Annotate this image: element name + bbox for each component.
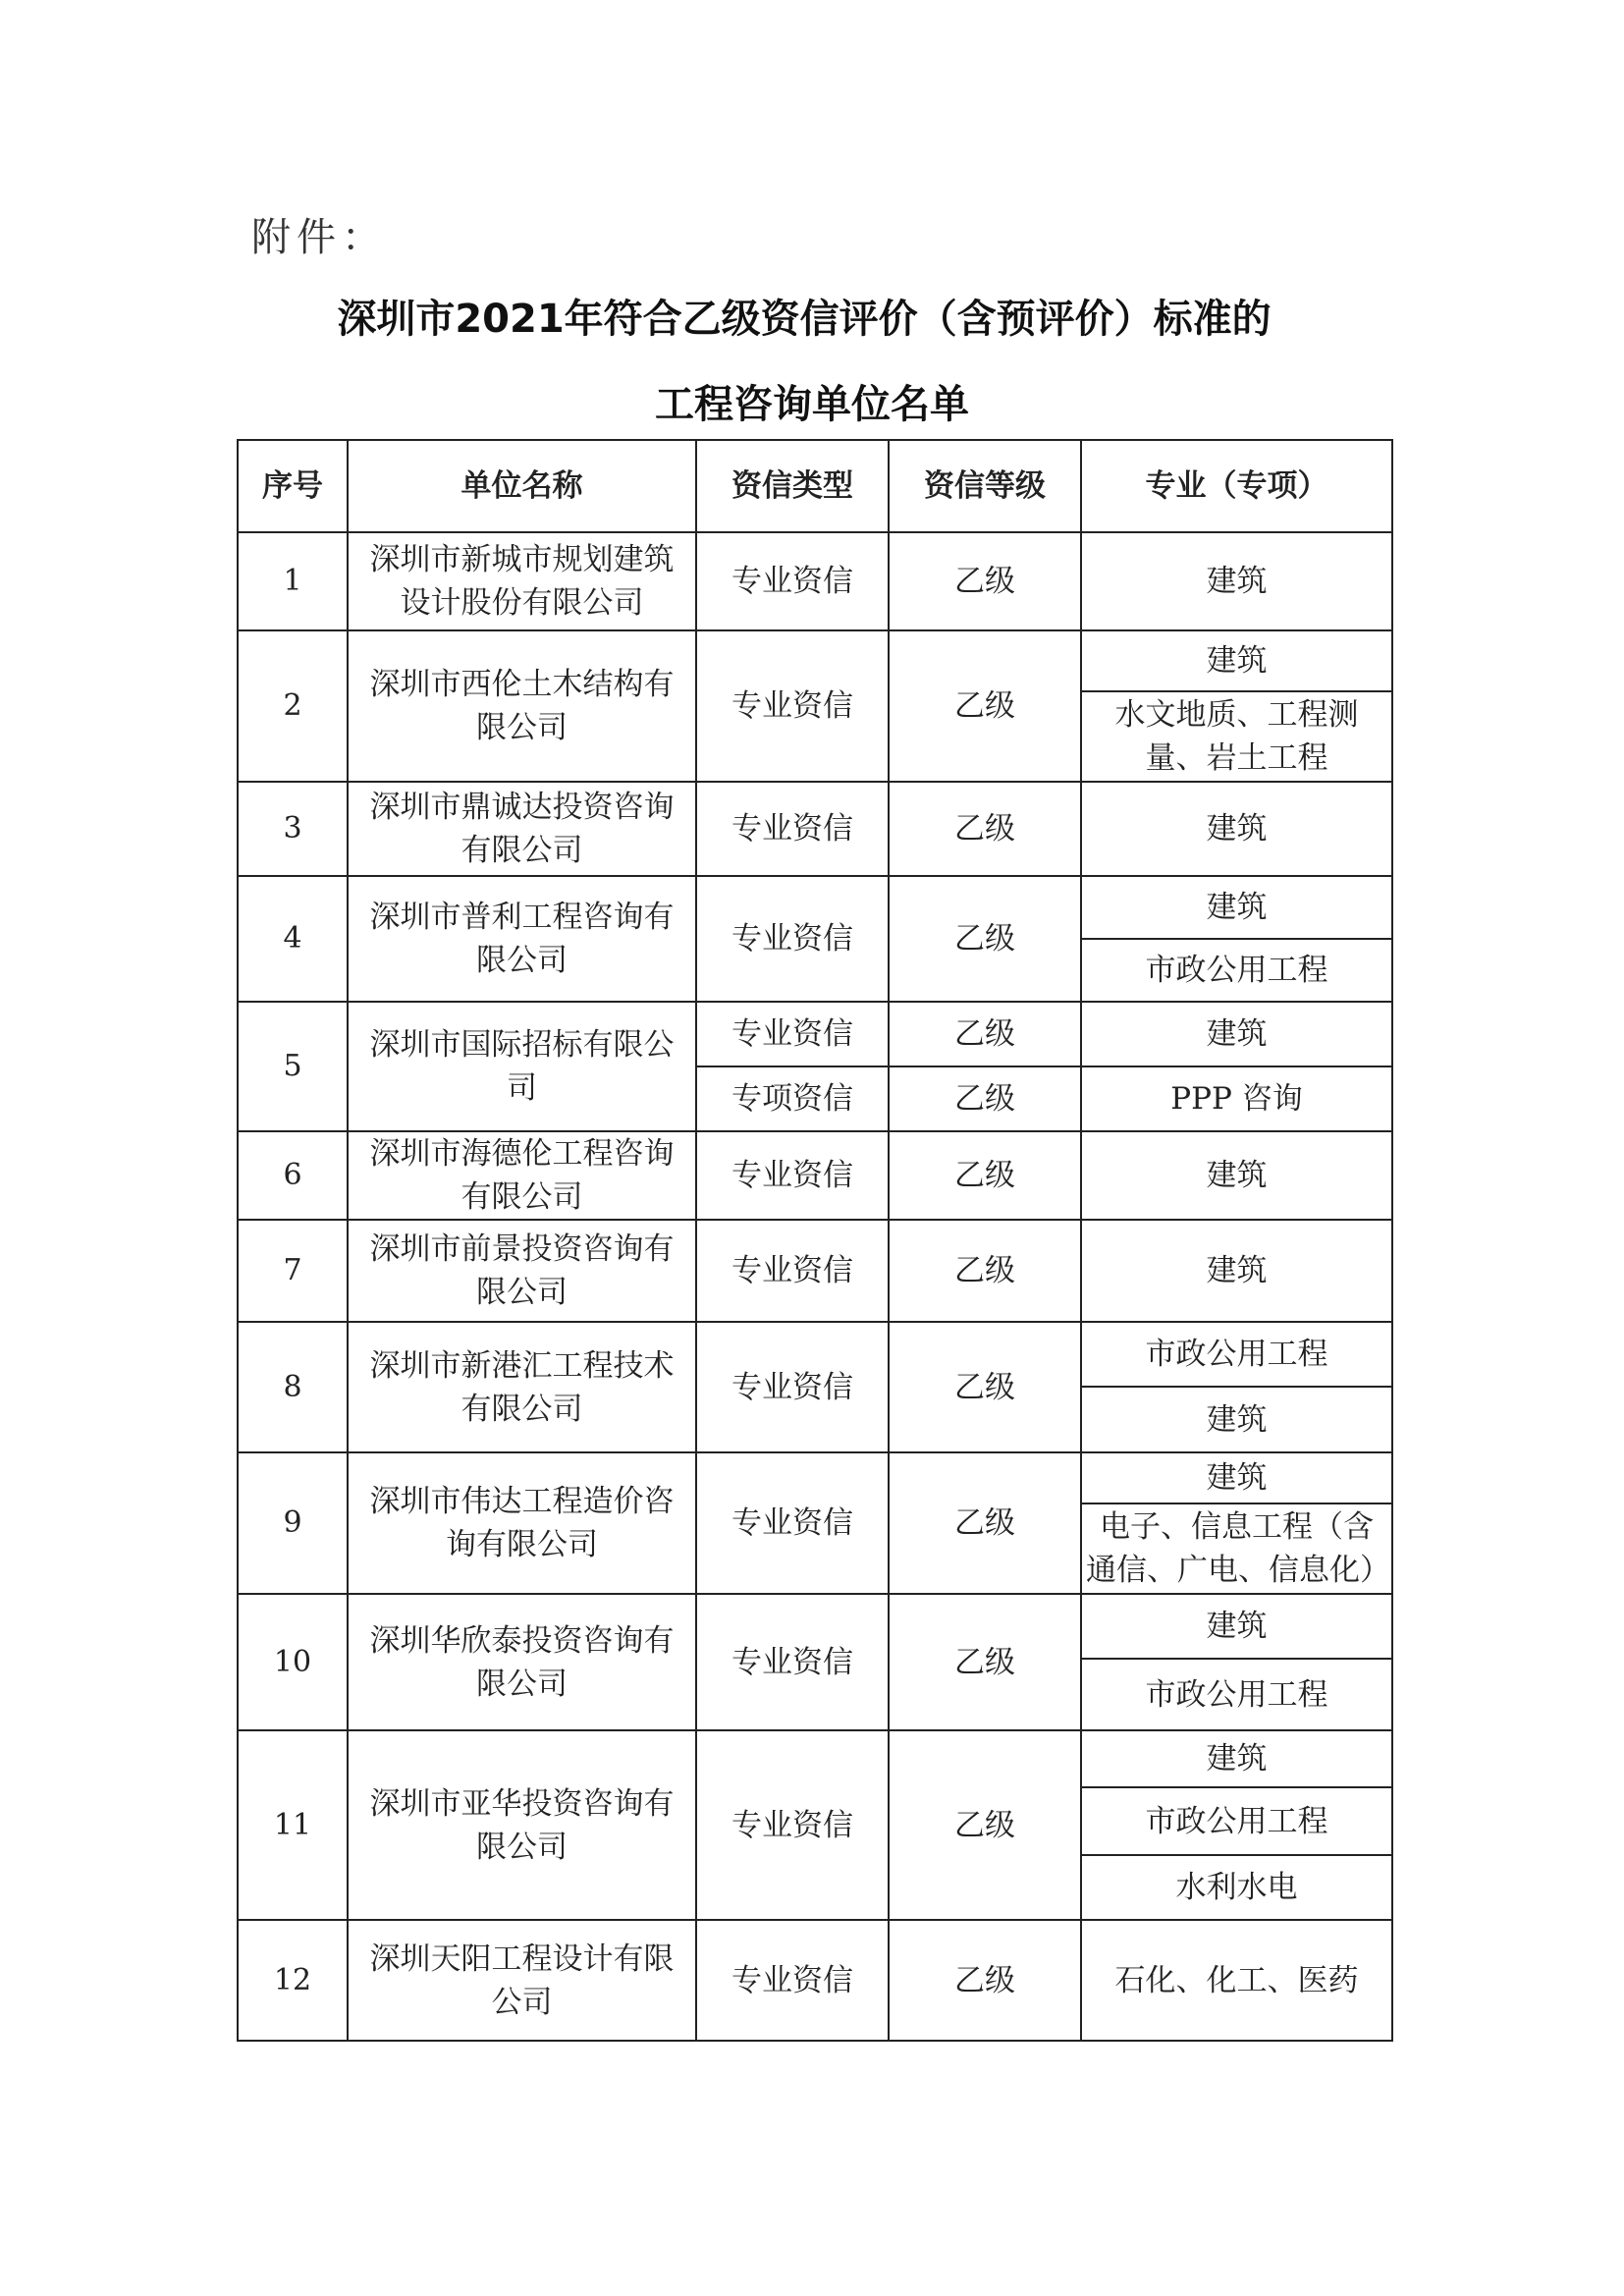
unit-name: 深圳天阳工程设计有限公司 (348, 1920, 696, 2041)
specialty: 建筑 (1081, 1452, 1392, 1503)
unit-name: 深圳市新港汇工程技术有限公司 (348, 1322, 696, 1452)
row-no: 10 (238, 1594, 348, 1730)
table-row (238, 1322, 1392, 1387)
table-row (238, 1220, 1392, 1322)
credit-type: 专业资信 (696, 1131, 889, 1220)
header-no: 序号 (238, 440, 348, 532)
credit-type: 专业资信 (696, 532, 889, 630)
header-unit-name: 单位名称 (348, 440, 696, 532)
unit-name: 深圳市国际招标有限公司 (348, 1002, 696, 1131)
row-no: 9 (238, 1452, 348, 1594)
specialty: 市政公用工程 (1081, 1659, 1392, 1730)
specialty: 建筑 (1081, 630, 1392, 691)
unit-name: 深圳华欣泰投资咨询有限公司 (348, 1594, 696, 1730)
table-row (238, 1002, 1392, 1066)
specialty: 市政公用工程 (1081, 939, 1392, 1002)
table-row (238, 876, 1392, 939)
credit-type: 专业资信 (696, 1452, 889, 1594)
row-no: 3 (238, 782, 348, 876)
credit-type: 专业资信 (696, 1730, 889, 1920)
header-credit-type: 资信类型 (696, 440, 889, 532)
specialty: 水利水电 (1081, 1855, 1392, 1920)
credit-level: 乙级 (889, 782, 1081, 876)
credit-level: 乙级 (889, 1920, 1081, 2041)
credit-level: 乙级 (889, 1002, 1081, 1066)
credit-level: 乙级 (889, 1452, 1081, 1594)
row-no: 6 (238, 1131, 348, 1220)
specialty: 建筑 (1081, 1730, 1392, 1787)
credit-level: 乙级 (889, 1066, 1081, 1131)
row-no: 2 (238, 630, 348, 782)
unit-name: 深圳市西伦土木结构有限公司 (348, 630, 696, 782)
specialty: 建筑 (1081, 782, 1392, 876)
credit-type: 专业资信 (696, 1002, 889, 1066)
header-specialty: 专业（专项） (1081, 440, 1392, 532)
specialty: 建筑 (1081, 532, 1392, 630)
specialty: 建筑 (1081, 1594, 1392, 1659)
credit-level: 乙级 (889, 1594, 1081, 1730)
specialty: 水文地质、工程测量、岩土工程 (1081, 691, 1392, 782)
credit-level: 乙级 (889, 532, 1081, 630)
row-no: 12 (238, 1920, 348, 2041)
unit-name: 深圳市前景投资咨询有限公司 (348, 1220, 696, 1322)
credit-level: 乙级 (889, 1730, 1081, 1920)
document-title-line1: 深圳市2021年符合乙级资信评价（含预评价）标准的 (337, 297, 1272, 342)
credit-type: 专业资信 (696, 1322, 889, 1452)
specialty: PPP 咨询 (1081, 1066, 1392, 1131)
table-header-row (238, 440, 1392, 532)
specialty: 建筑 (1081, 1131, 1392, 1220)
table-row (238, 532, 1392, 630)
table-row (238, 1131, 1392, 1220)
row-no: 8 (238, 1322, 348, 1452)
unit-name: 深圳市新城市规划建筑设计股份有限公司 (348, 532, 696, 630)
credit-type: 专业资信 (696, 876, 889, 1002)
specialty: 建筑 (1081, 1387, 1392, 1452)
row-no: 7 (238, 1220, 348, 1322)
credit-type: 专业资信 (696, 1920, 889, 2041)
table-row (238, 1730, 1392, 1787)
specialty: 建筑 (1081, 876, 1392, 939)
specialty: 市政公用工程 (1081, 1322, 1392, 1387)
annex-label: 附件： (251, 215, 387, 260)
specialty: 石化、化工、医药 (1081, 1920, 1392, 2041)
document-title-line2: 工程咨询单位名单 (655, 382, 969, 427)
row-no: 1 (238, 532, 348, 630)
credit-level: 乙级 (889, 1131, 1081, 1220)
specialty: 电子、信息工程（含通信、广电、信息化） (1081, 1503, 1392, 1594)
unit-name: 深圳市鼎诚达投资咨询有限公司 (348, 782, 696, 876)
specialty: 建筑 (1081, 1220, 1392, 1322)
row-no: 4 (238, 876, 348, 1002)
credit-type: 专业资信 (696, 1594, 889, 1730)
row-no: 5 (238, 1002, 348, 1131)
unit-name: 深圳市亚华投资咨询有限公司 (348, 1730, 696, 1920)
unit-name: 深圳市海德伦工程咨询有限公司 (348, 1131, 696, 1220)
table-row (238, 1920, 1392, 2041)
specialty: 建筑 (1081, 1002, 1392, 1066)
specialty: 市政公用工程 (1081, 1787, 1392, 1855)
row-no: 11 (238, 1730, 348, 1920)
unit-name: 深圳市伟达工程造价咨询有限公司 (348, 1452, 696, 1594)
credit-level: 乙级 (889, 876, 1081, 1002)
credit-level: 乙级 (889, 630, 1081, 782)
table-row (238, 1594, 1392, 1659)
consulting-units-table (237, 439, 1393, 2042)
credit-level: 乙级 (889, 1220, 1081, 1322)
unit-name: 深圳市普利工程咨询有限公司 (348, 876, 696, 1002)
table-row (238, 1452, 1392, 1503)
credit-level: 乙级 (889, 1322, 1081, 1452)
table-row (238, 630, 1392, 691)
table-row (238, 782, 1392, 876)
credit-type: 专业资信 (696, 782, 889, 876)
credit-type: 专业资信 (696, 1220, 889, 1322)
credit-type: 专业资信 (696, 630, 889, 782)
credit-type: 专项资信 (696, 1066, 889, 1131)
header-credit-level: 资信等级 (889, 440, 1081, 532)
